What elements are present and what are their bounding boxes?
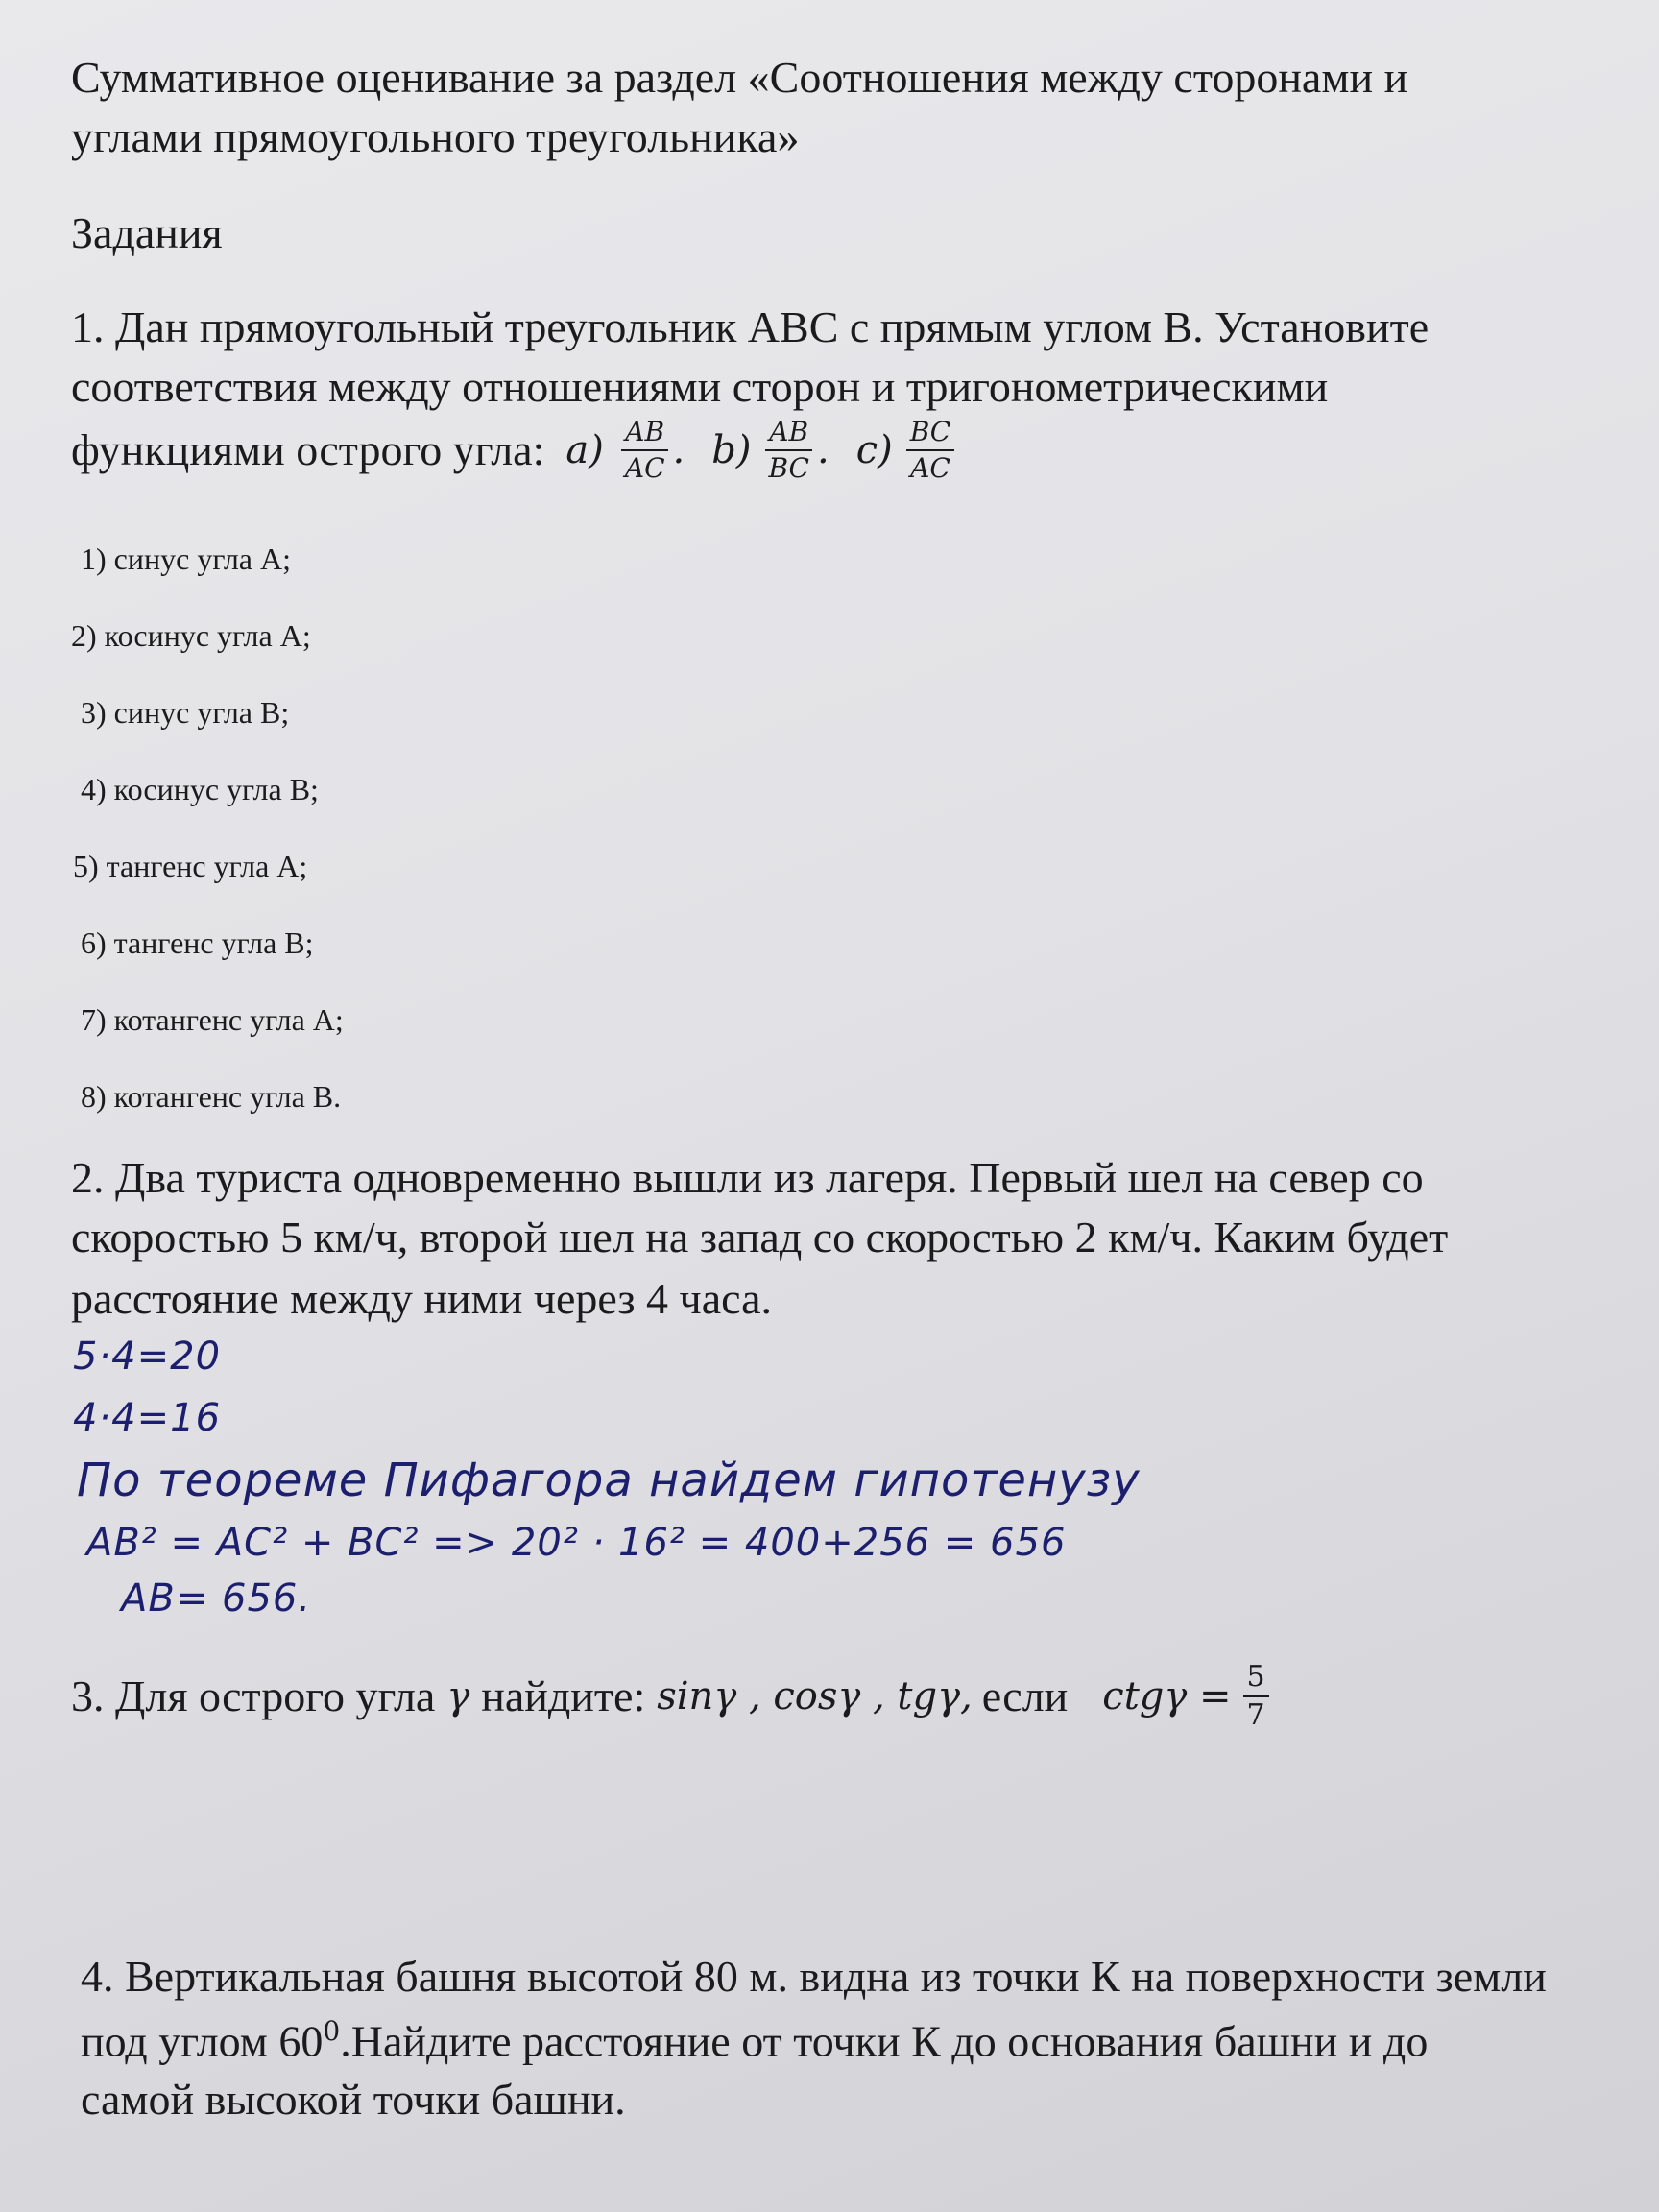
list-item: 3) синус угла В;: [81, 695, 290, 730]
task3-line: [71, 1660, 1273, 1732]
option-a-fraction: [621, 416, 669, 484]
list-item: 6) тангенс угла В;: [81, 926, 314, 960]
task2-line-2: скоростью 5 км/ч, второй шел на запад со скоростью 2 км/ч. Каким будет: [71, 1213, 1449, 1262]
list-item: 2) косинус угла А;: [71, 618, 311, 653]
option-c-label: c): [855, 428, 893, 472]
task2-line-3: расстояние между ними через 4 часа.: [71, 1274, 773, 1323]
option-b-denominator: BC: [768, 452, 809, 484]
option-b-fraction: [764, 416, 813, 484]
option-c-numerator: BC: [906, 419, 955, 451]
task3-if-word: если: [981, 1671, 1069, 1720]
task3-text: 3. Для острого угла: [71, 1671, 436, 1720]
degree-mark: 0: [323, 2015, 341, 2047]
task3-condition: ctgγ =: [1102, 1674, 1232, 1719]
list-item: 7) котангенс угла А;: [81, 1002, 344, 1037]
task3-condition-denominator: 7: [1246, 1698, 1265, 1732]
title-line-2: углами прямоугольного треугольника»: [71, 112, 800, 161]
option-b-separator: .: [816, 428, 830, 472]
handwritten-line-2: 4·4=16: [73, 1396, 222, 1440]
title-line-1: Суммативное оценивание за раздел «Соотношения между сторонами и: [71, 53, 1408, 102]
tasks-heading: Задания: [71, 208, 223, 257]
task3-condition-fraction: [1243, 1660, 1269, 1732]
option-c-fraction: [906, 416, 955, 484]
list-item: 5) тангенс угла А;: [73, 849, 308, 883]
task1-line-3: [71, 416, 958, 484]
list-item: 8) котангенс угла В.: [81, 1079, 342, 1114]
task3-funcs: sinγ , cosγ , tgγ,: [657, 1674, 973, 1719]
task4-line-2-pre: под углом 60: [81, 2016, 324, 2066]
task3-gamma: γ: [446, 1674, 470, 1719]
option-b-label: b): [711, 428, 752, 472]
task1-line-1: 1. Дан прямоугольный треугольник ABC с прямым углом B. Установите: [71, 302, 1430, 351]
handwritten-line-5: AB= 656.: [121, 1576, 312, 1621]
task1-line-3-text: функциями острого угла:: [71, 425, 545, 474]
option-b-numerator: AB: [765, 419, 812, 451]
task1-line-2: соответствия между отношениями сторон и тригонометрическими: [71, 362, 1329, 411]
task3-condition-numerator: 5: [1243, 1663, 1269, 1697]
handwritten-line-4: AB² = AC² + BC² => 20² · 16² = 400+256 = 656: [86, 1521, 1067, 1565]
option-a-numerator: AB: [621, 419, 668, 451]
list-item: 1) синус угла А;: [81, 541, 291, 576]
option-c-denominator: AC: [910, 452, 950, 484]
task2-line-1: 2. Два туриста одновременно вышли из лагеря. Первый шел на север со: [71, 1153, 1424, 1202]
option-a-separator: .: [672, 428, 685, 472]
handwritten-line-1: 5·4=20: [73, 1334, 222, 1379]
task4-line-1: 4. Вертикальная башня высотой 80 м. видна из точки К на поверхности земли: [81, 1952, 1547, 2001]
task4-line-2: [81, 2015, 1429, 2066]
list-item: 4) косинус угла В;: [81, 772, 319, 806]
option-a-denominator: AC: [624, 452, 665, 484]
task4-line-2-post: .Найдите расстояние от точки К до основания башни и до: [340, 2016, 1429, 2066]
task3-mid: найдите:: [481, 1671, 646, 1720]
option-a-label: a): [565, 428, 604, 472]
handwritten-line-3: По теореме Пифагора найдем гипотенузу: [77, 1454, 1141, 1507]
task4-line-3: самой высокой точки башни.: [81, 2075, 626, 2124]
